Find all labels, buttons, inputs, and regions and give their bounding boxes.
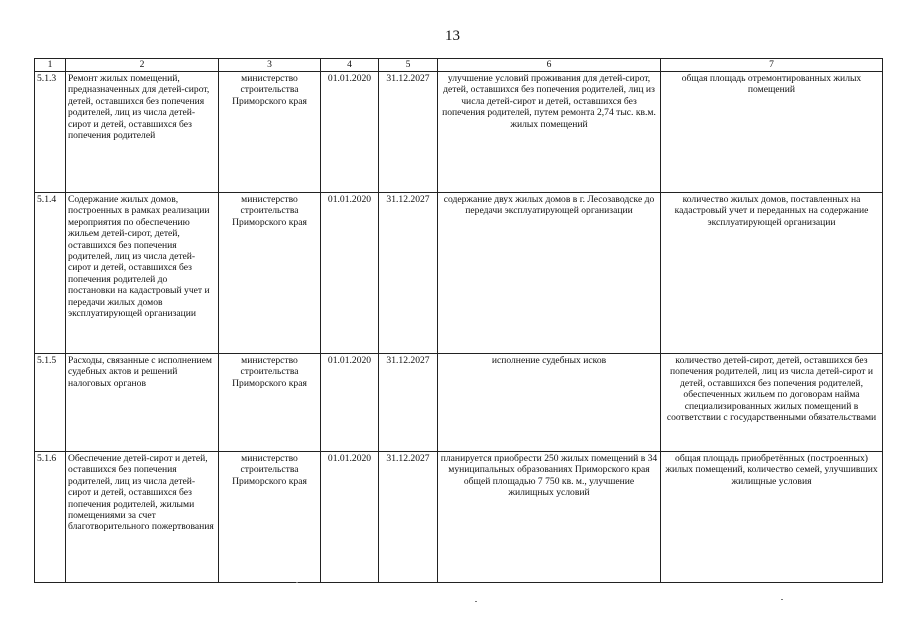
program-activities-table <box>34 58 883 583</box>
executor: министерство строительства Приморского края <box>219 354 321 452</box>
indicator: количество жилых домов, поставленных на кадастровый учет и переданных на содержание эксплуатирующей организации <box>661 193 883 354</box>
executor: министерство строительства Приморского края <box>219 452 321 583</box>
start-date: 01.01.2020 <box>321 452 379 583</box>
header-col-6: 6 <box>438 59 661 72</box>
scan-speck <box>296 582 298 583</box>
header-col-4: 4 <box>321 59 379 72</box>
table-row <box>35 72 883 193</box>
start-date: 01.01.2020 <box>321 354 379 452</box>
end-date: 31.12.2027 <box>379 193 438 354</box>
activity-name: Ремонт жилых помещений, предназначенных для детей-сирот, детей, оставшихся без попечения родителей, лиц из числа детей-сирот и детей, оставшихся без попечения родителей <box>66 72 219 193</box>
row-number: 5.1.3 <box>35 72 66 193</box>
expected-result: планируется приобрести 250 жилых помещений в 34 муниципальных образованиях Приморского края общей площадью 7 750 кв. м., улучшение жилищных условий <box>438 452 661 583</box>
start-date: 01.01.2020 <box>321 72 379 193</box>
activity-name: Расходы, связанные с исполнением судебных актов и решений налоговых органов <box>66 354 219 452</box>
start-date: 01.01.2020 <box>321 193 379 354</box>
table-header-row <box>35 59 883 72</box>
scan-speck <box>475 601 477 602</box>
table-row <box>35 452 883 583</box>
indicator: общая площадь приобретённых (построенных) жилых помещений, количество семей, улучшивших жилищные условия <box>661 452 883 583</box>
table-row <box>35 193 883 354</box>
header-col-5: 5 <box>379 59 438 72</box>
row-number: 5.1.6 <box>35 452 66 583</box>
executor: министерство строительства Приморского края <box>219 72 321 193</box>
row-number: 5.1.4 <box>35 193 66 354</box>
header-col-1: 1 <box>35 59 66 72</box>
indicator: общая площадь отремонтированных жилых помещений <box>661 72 883 193</box>
end-date: 31.12.2027 <box>379 452 438 583</box>
row-number: 5.1.5 <box>35 354 66 452</box>
expected-result: содержание двух жилых домов в г. Лесозаводске до передачи эксплуатирующей организации <box>438 193 661 354</box>
header-col-2: 2 <box>66 59 219 72</box>
activity-name: Содержание жилых домов, построенных в рамках реализации мероприятия по обеспечению жильем детей-сирот, детей, оставшихся без попечения родителей, лиц из числа детей-сирот и детей, оставшихся без попечения родителей до постановки на кадастровый учет и передачи жилых домов эксплуатирующей организации <box>66 193 219 354</box>
activity-name: Обеспечение детей-сирот и детей, оставшихся без попечения родителей, лиц из числа детей-сирот и детей, оставшихся без попечения родителей, жилыми помещениями за счет благотворительного пожертвования <box>66 452 219 583</box>
table-row <box>35 354 883 452</box>
executor: министерство строительства Приморского края <box>219 193 321 354</box>
expected-result: исполнение судебных исков <box>438 354 661 452</box>
header-col-3: 3 <box>219 59 321 72</box>
scan-speck <box>781 599 783 600</box>
page-number: 13 <box>445 28 460 44</box>
expected-result: улучшение условий проживания для детей-сирот, детей, оставшихся без попечения родителей, лиц из числа детей-сирот и детей, оставшихся без попечения родителей, путем ремонта 2,74 тыс. кв.м. жилых помещений <box>438 72 661 193</box>
end-date: 31.12.2027 <box>379 354 438 452</box>
indicator: количество детей-сирот, детей, оставшихся без попечения родителей, лиц из числа детей-сирот и детей, оставшихся без попечения родителей, обеспеченных жильем по договорам найма специализированных жилых помещений в соответствии с государственными обязательствами <box>661 354 883 452</box>
header-col-7: 7 <box>661 59 883 72</box>
end-date: 31.12.2027 <box>379 72 438 193</box>
